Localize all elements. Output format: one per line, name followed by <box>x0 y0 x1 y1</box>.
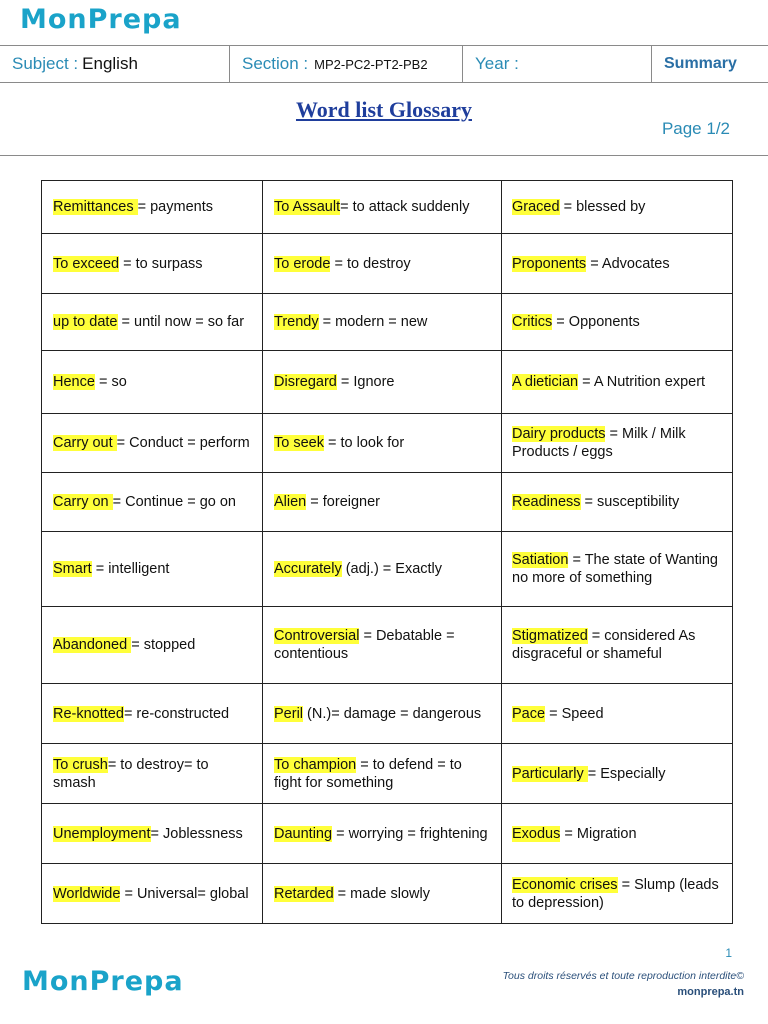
glossary-term: Readiness <box>512 494 581 510</box>
glossary-definition: (N.)= damage = dangerous <box>303 705 482 722</box>
glossary-definition: = so <box>94 374 127 390</box>
glossary-row <box>42 532 733 607</box>
glossary-term: To seek <box>274 435 324 451</box>
glossary-row <box>42 414 733 473</box>
glossary-row <box>42 744 733 804</box>
glossary-entry <box>42 473 263 532</box>
glossary-row <box>42 684 733 744</box>
glossary-definition: = Speed <box>545 705 604 722</box>
glossary-entry <box>263 744 502 804</box>
glossary-entry <box>42 607 263 684</box>
glossary-entry <box>263 351 502 414</box>
glossary-row <box>42 804 733 864</box>
copyright-notice: Tous droits réservés et toute reproduction interdite© <box>502 970 744 982</box>
glossary-term: Unemployment <box>53 825 151 842</box>
glossary-definition: = susceptibility <box>580 494 680 510</box>
glossary-entry <box>42 234 263 294</box>
glossary-term: A dietician <box>512 374 579 390</box>
glossary-definition: = payments <box>137 199 213 215</box>
glossary-term: Re-knotted <box>53 705 124 722</box>
glossary-term: Trendy <box>274 314 319 330</box>
glossary-definition: = to look for <box>323 435 405 451</box>
glossary-term: Carry out <box>53 435 117 451</box>
glossary-entry <box>42 294 263 351</box>
glossary-definition: = Continue = go on <box>112 494 236 510</box>
glossary-entry <box>42 744 263 804</box>
summary-label: Summary <box>664 55 737 72</box>
glossary-definition: = worrying = frightening <box>332 825 488 842</box>
subject-cell <box>0 46 230 82</box>
glossary-definition: = to attack suddenly <box>340 199 470 215</box>
glossary-definition: = until now = so far <box>117 314 245 330</box>
glossary-definition: = to destroy <box>330 255 411 272</box>
section-label: Section : <box>242 54 309 73</box>
glossary-entry <box>42 684 263 744</box>
glossary-definition: = blessed by <box>559 199 646 215</box>
glossary-entry <box>42 181 263 234</box>
glossary-term: To crush <box>53 756 108 773</box>
glossary-definition: = Opponents <box>552 314 640 330</box>
glossary-entry <box>263 804 502 864</box>
glossary-term: Carry on <box>53 494 113 510</box>
glossary-definition: = to destroy= to smash <box>53 756 209 791</box>
page-title: Word list Glossary <box>295 97 472 122</box>
glossary-definition: = A Nutrition expert <box>578 374 706 390</box>
glossary-definition: = Advocates <box>586 255 670 272</box>
glossary-term: Daunting <box>274 825 333 842</box>
glossary-entry <box>263 684 502 744</box>
glossary-row <box>42 294 733 351</box>
glossary-term: Disregard <box>274 374 337 390</box>
glossary-entry <box>263 181 502 234</box>
glossary-entry <box>263 607 502 684</box>
glossary-table <box>41 180 733 924</box>
glossary-entry <box>263 473 502 532</box>
glossary-entry <box>42 864 263 924</box>
glossary-term: Hence <box>53 374 95 390</box>
glossary-definition: = considered As disgraceful or shameful <box>512 628 696 662</box>
glossary-term: Proponents <box>512 255 587 272</box>
glossary-term: Accurately <box>274 561 342 577</box>
glossary-term: Peril <box>274 705 304 722</box>
monprepa-logo-top: MonPrepa <box>20 4 182 35</box>
page-indicator: Page 1/2 <box>661 119 730 138</box>
glossary-entry <box>502 234 733 294</box>
footer-page-number: 1 <box>725 946 732 960</box>
document-header <box>0 45 768 83</box>
glossary-term: Particularly <box>512 765 588 782</box>
glossary-row <box>42 351 733 414</box>
glossary-definition: = Especially <box>587 765 666 782</box>
glossary-term: up to date <box>53 314 118 330</box>
glossary-definition: = Joblessness <box>150 825 243 842</box>
glossary-entry <box>42 414 263 473</box>
glossary-entry <box>263 294 502 351</box>
glossary-entry <box>502 414 733 473</box>
glossary-term: Economic crises <box>512 876 618 893</box>
glossary-term: To champion <box>274 756 357 773</box>
glossary-definition: = re-constructed <box>123 705 230 722</box>
glossary-row <box>42 181 733 234</box>
year-label: Year : <box>475 54 519 73</box>
glossary-entry <box>502 744 733 804</box>
website-link[interactable]: monprepa.tn <box>677 986 744 998</box>
glossary-entry <box>502 351 733 414</box>
glossary-entry <box>502 181 733 234</box>
glossary-entry <box>42 351 263 414</box>
glossary-definition: = intelligent <box>91 561 170 577</box>
glossary-term: Stigmatized <box>512 628 588 644</box>
glossary-entry <box>502 607 733 684</box>
subject-value: English <box>82 54 138 73</box>
glossary-entry <box>263 532 502 607</box>
glossary-definition: = stopped <box>131 637 196 653</box>
glossary-definition: = Ignore <box>336 374 395 390</box>
glossary-definition: = The state of Wanting no more of something <box>512 552 718 586</box>
year-cell <box>463 46 652 82</box>
glossary-entry <box>263 414 502 473</box>
subject-label: Subject : <box>12 54 79 73</box>
glossary-term: Dairy products <box>512 426 606 442</box>
section-cell <box>230 46 463 82</box>
glossary-term: To exceed <box>53 255 120 272</box>
glossary-entry <box>502 294 733 351</box>
glossary-entry <box>263 234 502 294</box>
glossary-term: Controversial <box>274 628 360 644</box>
glossary-row <box>42 234 733 294</box>
glossary-row <box>42 473 733 532</box>
glossary-row <box>42 607 733 684</box>
glossary-term: Abandoned <box>53 637 132 653</box>
glossary-term: Graced <box>512 199 560 215</box>
glossary-term: Critics <box>512 314 553 330</box>
glossary-definition: = Debatable = contentious <box>274 628 455 662</box>
glossary-term: Retarded <box>274 885 334 902</box>
glossary-row <box>42 864 733 924</box>
glossary-entry <box>502 804 733 864</box>
glossary-definition: = Conduct = perform <box>116 435 250 451</box>
glossary-term: Exodus <box>512 825 561 842</box>
glossary-definition: = Milk / Milk Products / eggs <box>512 426 686 460</box>
glossary-definition: (adj.) = Exactly <box>341 561 443 577</box>
glossary-term: To erode <box>274 255 331 272</box>
glossary-term: Worldwide <box>53 885 121 902</box>
monprepa-logo-bottom: MonPrepa <box>22 966 184 997</box>
section-value: MP2-PC2-PT2-PB2 <box>314 56 428 72</box>
glossary-definition: = Migration <box>560 825 637 842</box>
glossary-definition: = Universal= global <box>120 885 249 902</box>
summary-cell <box>652 46 768 82</box>
glossary-definition: = Slump (leads to depression) <box>512 876 719 911</box>
glossary-definition: = made slowly <box>333 885 430 902</box>
glossary-entry <box>502 532 733 607</box>
glossary-term: Smart <box>53 561 92 577</box>
glossary-definition: = to defend = to fight for something <box>274 756 462 791</box>
glossary-entry <box>502 864 733 924</box>
glossary-term: Pace <box>512 705 546 722</box>
glossary-term: Satiation <box>512 552 569 568</box>
glossary-entry <box>42 532 263 607</box>
glossary-definition: = modern = new <box>318 314 428 330</box>
glossary-entry <box>263 864 502 924</box>
glossary-term: Alien <box>274 494 307 510</box>
glossary-term: To Assault <box>274 199 341 215</box>
glossary-entry <box>502 473 733 532</box>
glossary-entry <box>42 804 263 864</box>
divider <box>0 155 768 156</box>
glossary-entry <box>502 684 733 744</box>
glossary-definition: = foreigner <box>306 494 381 510</box>
glossary-definition: = to surpass <box>119 255 203 272</box>
glossary-term: Remittances <box>53 199 138 215</box>
